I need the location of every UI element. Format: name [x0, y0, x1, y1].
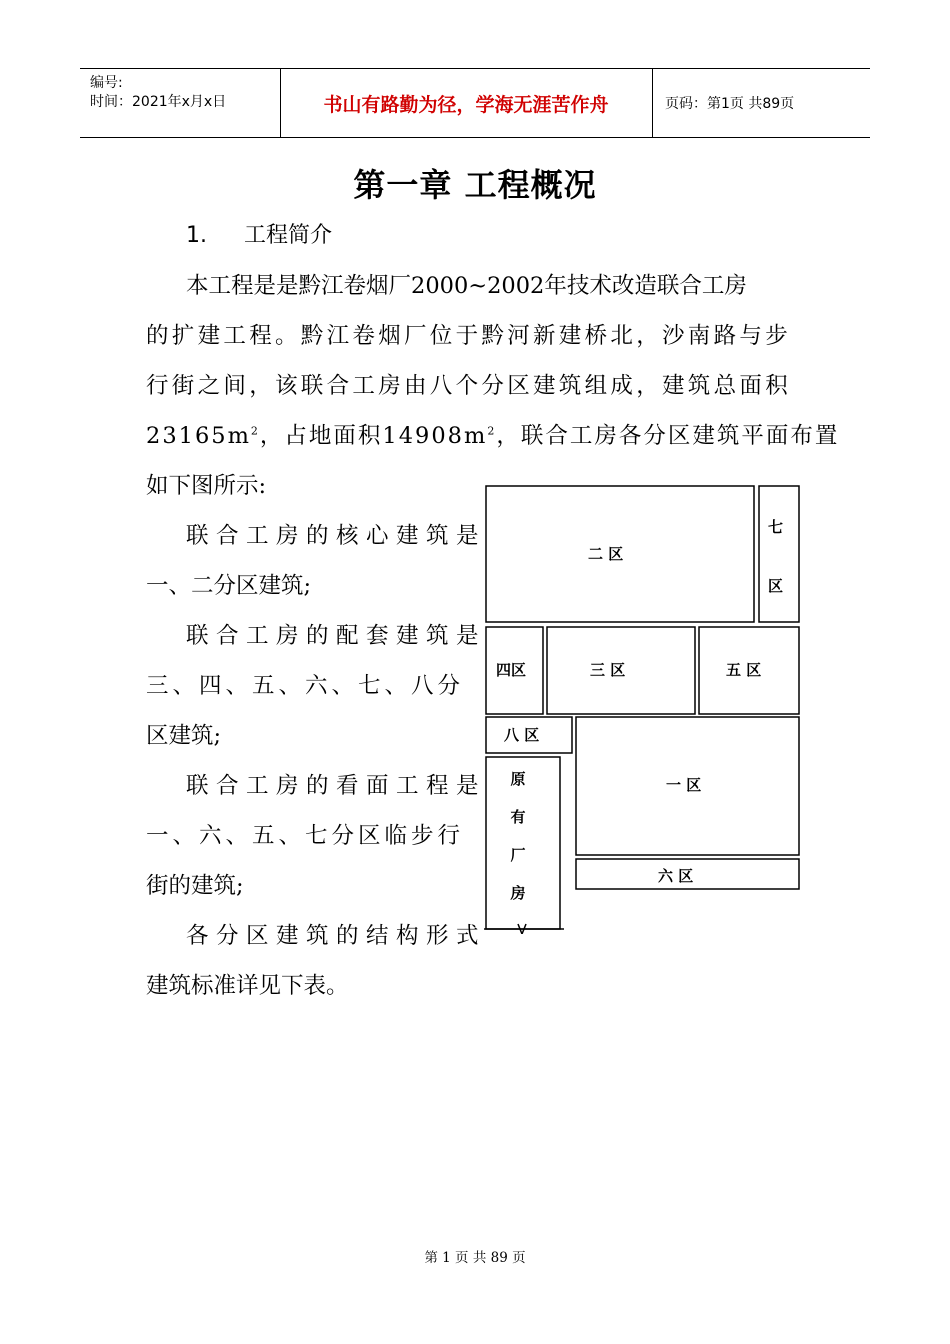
- page-header: [80, 68, 870, 138]
- paragraph-line: 一、二分区建筑;: [146, 573, 312, 599]
- zone-2-label: 二 区: [588, 545, 624, 563]
- zone-4-label: 四区: [496, 661, 527, 679]
- paragraph-line: 如下图所示:: [146, 473, 267, 499]
- paragraph-line: 联合工房的配套建筑是: [186, 623, 487, 649]
- zone-1-label: 一 区: [666, 776, 702, 794]
- document-date: 时间：2021年x月x日: [90, 94, 227, 110]
- zone-6-label: 六 区: [658, 867, 694, 885]
- zone-8-label: 八 区: [504, 726, 540, 744]
- zone-7-label-top: 七: [768, 518, 784, 536]
- section-number: 1.: [186, 223, 207, 248]
- section-heading: [186, 218, 332, 249]
- paragraph-line: 本工程是是黔江卷烟厂2000~2002年技术改造联合工房: [186, 273, 747, 299]
- header-motto: 书山有路勤为径，学海无涯苦作舟: [280, 69, 653, 137]
- zone-7-label-bottom: 区: [768, 577, 784, 595]
- paragraph-line: 的扩建工程。黔江卷烟厂位于黔河新建桥北，沙南路与步: [146, 323, 792, 349]
- zone-3-label: 三 区: [590, 661, 626, 679]
- paragraph-line: 建筑标准详见下表。: [146, 973, 349, 999]
- page-footer: 第 1 页 共 89 页: [424, 1250, 526, 1266]
- zone-7-block: [759, 486, 799, 622]
- paragraph-line: 三、四、五、六、七、八分: [146, 673, 465, 699]
- section-title: 工程简介: [244, 223, 333, 248]
- site-plan-outlines: [484, 484, 802, 934]
- chapter-title: 第一章 工程概况: [353, 166, 597, 204]
- site-plan-diagram: [484, 484, 802, 934]
- existing-building-label: 原 有 厂 房: [510, 770, 526, 902]
- paragraph-line: $23165m^2$，占地面积$14908m^2$，联合工房各分区建筑平面布置: [146, 423, 840, 449]
- zone-5-label: 五 区: [726, 661, 762, 679]
- paragraph-line: 各分区建筑的结构形式: [186, 923, 487, 949]
- paragraph-line: 一、六、五、七分区临步行: [146, 823, 465, 849]
- paragraph-line: 联合工房的核心建筑是: [186, 523, 487, 549]
- paragraph-line: 联合工房的看面工程是: [186, 773, 487, 799]
- paragraph-line: 区建筑;: [146, 723, 222, 749]
- header-page-info: 页码：第1页 共89页: [665, 96, 795, 112]
- paragraph-line: 行街之间，该联合工房由八个分区建筑组成，建筑总面积: [146, 373, 792, 399]
- header-meta-cell: [80, 69, 281, 137]
- paragraph-line: 街的建筑;: [146, 873, 244, 899]
- document-number-label: 编号:: [90, 75, 123, 91]
